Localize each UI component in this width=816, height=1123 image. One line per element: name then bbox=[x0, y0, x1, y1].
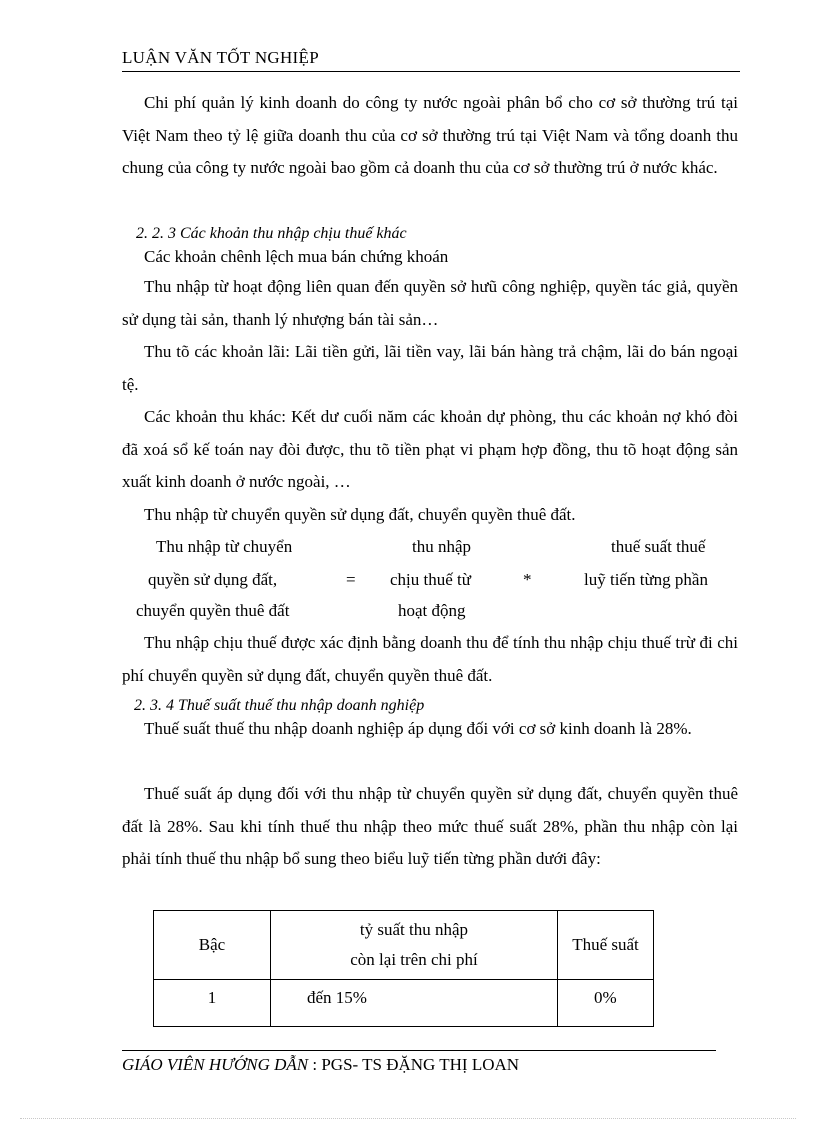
progressive-tax-table bbox=[153, 910, 654, 1027]
paragraph-corporate-tax-rate: Thuế suất thuế thu nhập doanh nghiệp áp dụng đối với cơ sở kinh doanh là 28%. bbox=[144, 719, 692, 738]
page-header-title: LUẬN VĂN TỐT NGHIỆP bbox=[122, 48, 319, 67]
paragraph-taxable-income-definition: Thu nhập chịu thuế được xác định bằng doanh thu để tính thu nhập chịu thuế trừ đi chi phí chuyển quyền sử dụng đất, chuyển quyền thuê đất. bbox=[122, 633, 738, 685]
paragraph-industrial-property-income: Thu nhập từ hoạt động liên quan đến quyền sở hưũ công nghiệp, quyền tác giả, quyền sử dụng tài sản, thanh lý nhượng bán tài sản… bbox=[122, 277, 738, 329]
formula-middle-line-1: thu nhập bbox=[412, 537, 472, 556]
section-heading-2-2-3: 2. 2. 3 Các khoản thu nhập chịu thuế khác bbox=[136, 225, 407, 242]
table-header-ratio bbox=[271, 911, 558, 980]
formula-right-line-2: luỹ tiến từng phần bbox=[584, 570, 708, 589]
section-heading-2-3-4: 2. 3. 4 Thuế suất thuế thu nhập doanh nghiệp bbox=[134, 697, 425, 714]
footer-advisor-label: GIÁO VIÊN HƯỚNG DẪN bbox=[122, 1055, 309, 1074]
paragraph-management-costs: Chi phí quản lý kinh doanh do công ty nước ngoài phân bổ cho cơ sở thường trú tại Việt Nam theo tỷ lệ giữa doanh thu của cơ sở thường trú tại Việt Nam và tổng doanh thu chung của công ty nước ngoài bao gồm cả doanh thu của cơ sở thường trú ở nước khác. bbox=[122, 93, 738, 177]
table-cell-ratio: đến 15% bbox=[271, 980, 558, 1027]
table-header-ratio-line-1: tỷ suất thu nhập bbox=[359, 920, 469, 939]
formula-right-line-1: thuế suất thuế bbox=[611, 537, 706, 556]
formula-left-line-3: chuyển quyền thuê đất bbox=[136, 601, 290, 620]
page-bottom-edge bbox=[20, 1118, 796, 1119]
table-header-tax-rate: Thuế suất bbox=[558, 911, 654, 980]
formula-multiply-sign: * bbox=[523, 570, 532, 589]
formula-middle-line-3: hoạt động bbox=[398, 601, 466, 620]
paragraph-other-income: Các khoản thu khác: Kết dư cuối năm các khoản dự phòng, thu các khoản nợ khó đòi đã xoá sổ kế toán nay đòi được, thu tõ tiền phạt vi phạm hợp đồng, thu tõ hoạt động sản xuất kinh doanh ở nước ngoài, … bbox=[122, 407, 738, 491]
paragraph-land-transfer-tax: Thuế suất áp dụng đối với thu nhập từ chuyển quyền sử dụng đất, chuyển quyền thuê đất là 28%. Sau khi tính thuế thu nhập theo mức thuế suất 28%, phần thu nhập còn lại phải tính thuế thu nhập bổ sung theo biểu luỹ tiến từng phần dưới đây: bbox=[122, 784, 738, 868]
footer-advisor-name: PGS- TS ĐẶNG THỊ LOAN bbox=[321, 1055, 520, 1074]
footer-separator: : bbox=[312, 1055, 318, 1074]
table-header-row bbox=[154, 911, 654, 980]
page-footer bbox=[122, 1055, 519, 1075]
table-row bbox=[154, 980, 654, 1027]
line-securities-difference: Các khoản chênh lệch mua bán chứng khoán bbox=[144, 247, 449, 266]
formula-middle-line-2: chịu thuế từ bbox=[390, 570, 471, 589]
table-header-level: Bậc bbox=[154, 911, 271, 980]
table-header-ratio-line-2: còn lại trên chi phí bbox=[350, 950, 478, 969]
header-divider bbox=[122, 71, 740, 72]
footer-divider bbox=[122, 1050, 716, 1051]
table-cell-level: 1 bbox=[154, 980, 271, 1027]
table-cell-rate: 0% bbox=[558, 980, 654, 1027]
line-land-transfer-income: Thu nhập từ chuyển quyền sử dụng đất, chuyển quyền thuê đất. bbox=[144, 505, 576, 524]
formula-left-line-2: quyền sử dụng đất, bbox=[148, 570, 278, 589]
formula-equals-sign: = bbox=[346, 570, 356, 589]
paragraph-interest-income: Thu tõ các khoản lãi: Lãi tiền gửi, lãi tiền vay, lãi bán hàng trả chậm, lãi do bán ngoại tệ. bbox=[122, 342, 738, 394]
formula-left-line-1: Thu nhập từ chuyển bbox=[156, 537, 293, 556]
